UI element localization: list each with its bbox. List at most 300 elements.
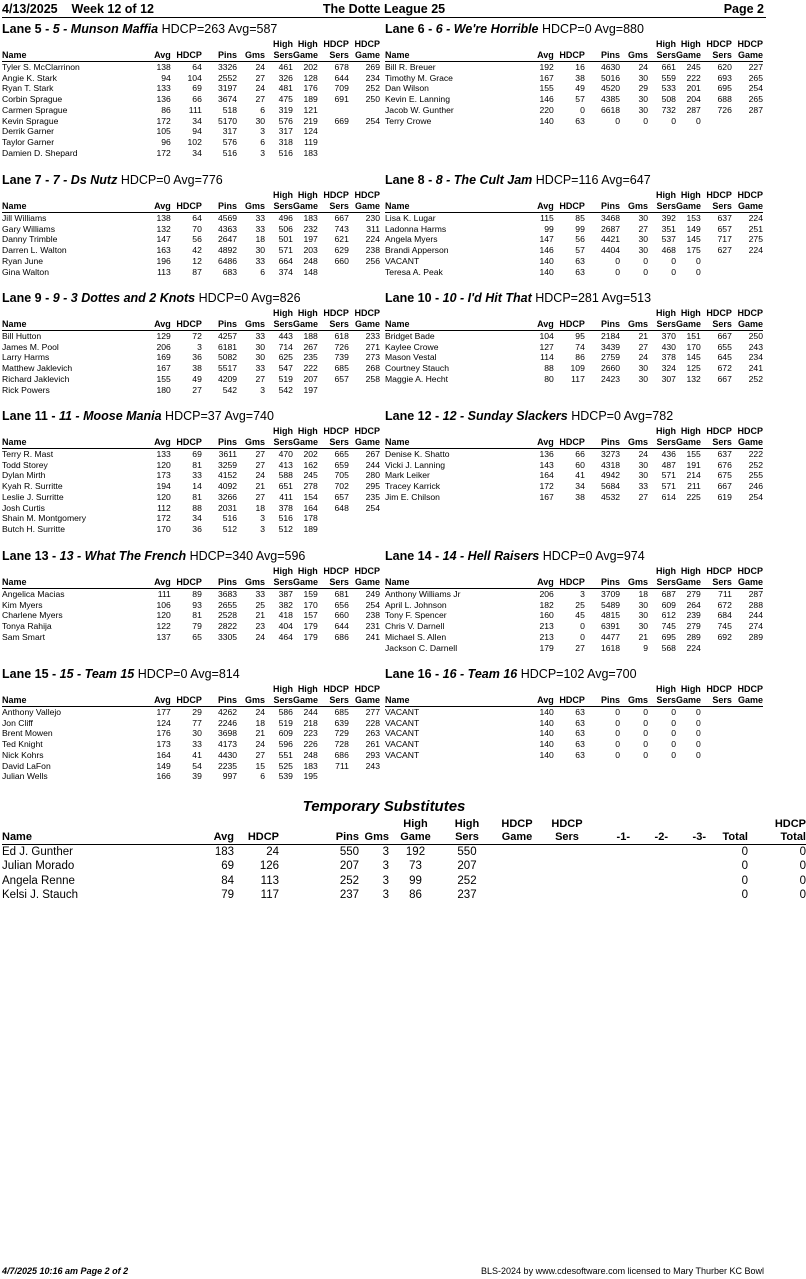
table-row	[385, 224, 763, 235]
stat-cell	[349, 137, 380, 148]
column-header: HDCP	[554, 695, 585, 707]
stat-cell: 685	[334, 707, 349, 717]
column-header: Game	[349, 319, 380, 331]
table-row	[2, 513, 380, 524]
stat-cell: 235	[365, 491, 380, 502]
stat-cell: 267	[303, 341, 318, 352]
stat-cell: 222	[748, 449, 763, 459]
stat-cell: 547	[278, 363, 293, 374]
stat-cell: 4430	[217, 749, 238, 760]
stat-cell: 63	[575, 717, 585, 728]
stat-cell: 243	[748, 341, 763, 352]
stat-cell	[349, 513, 380, 524]
stat-cell: 65	[192, 631, 202, 642]
column-header: HDCP	[554, 201, 585, 213]
lane-number: Lane 6 -	[385, 22, 433, 36]
column-header: Sers	[265, 695, 293, 707]
stat-cell: 106	[156, 599, 171, 610]
table-row	[2, 234, 380, 245]
table-row	[385, 94, 763, 105]
bowler-name: Kaylee Crowe	[385, 341, 439, 352]
stat-cell: 4532	[600, 491, 621, 502]
lane-block	[385, 291, 765, 385]
stat-cell: 669	[334, 115, 349, 126]
lane-number: Lane 10 -	[385, 291, 440, 305]
stat-cell	[492, 874, 542, 888]
stat-cell: 683	[222, 266, 238, 277]
stat-cell: 3266	[217, 491, 238, 502]
stat-cell: 248	[303, 749, 318, 760]
bowler-name: Jill Williams	[2, 213, 47, 223]
column-header: Pins	[585, 319, 620, 331]
team-name: 14 - Hell Raisers	[442, 549, 540, 563]
stat-cell: 24	[266, 846, 279, 858]
stat-cell: 0	[696, 266, 701, 277]
table-row	[2, 750, 380, 761]
lane-number: Lane 15 -	[2, 667, 57, 681]
column-header: HDCP	[737, 426, 763, 436]
roster-table	[2, 566, 380, 643]
stat-cell: 178	[303, 513, 318, 524]
lane-title	[2, 409, 382, 426]
stat-cell: 506	[278, 223, 293, 234]
stat-cell: 121	[303, 104, 318, 115]
column-header	[585, 566, 620, 577]
stat-cell: 254	[748, 491, 763, 502]
stat-cell: 180	[156, 384, 171, 395]
table-row	[2, 589, 380, 600]
stat-cell: 250	[748, 331, 763, 341]
stat-cell: 27	[192, 384, 202, 395]
stat-cell: 69	[192, 449, 202, 459]
stat-cell: 686	[334, 631, 349, 642]
stat-cell	[318, 126, 349, 137]
stat-cell: 172	[156, 147, 171, 158]
table-row	[2, 224, 380, 235]
column-header: Game	[292, 319, 318, 329]
stat-cell	[318, 137, 349, 148]
team-stats: HDCP=102 Avg=700	[520, 667, 637, 681]
column-header: Sers	[648, 577, 676, 589]
stat-cell: 251	[748, 223, 763, 234]
stat-cell: 122	[156, 621, 171, 632]
column-header: Game	[349, 577, 380, 589]
bowler-name: VACANT	[385, 255, 420, 266]
stat-cell: 145	[686, 352, 701, 363]
stat-cell: 0	[741, 846, 748, 858]
stat-cell: 6	[260, 266, 266, 277]
stat-cell: 30	[638, 621, 649, 632]
column-header: HDCP	[554, 577, 585, 589]
stat-cell: 69	[192, 83, 202, 94]
column-header	[554, 426, 585, 437]
table-row	[2, 481, 380, 492]
column-header: High	[655, 684, 676, 694]
stat-cell: 113	[260, 874, 279, 887]
bowler-name: Timothy M. Grace	[385, 72, 453, 83]
roster-table	[2, 190, 380, 277]
stat-cell: 30	[255, 352, 266, 363]
table-row	[385, 643, 763, 654]
column-header: Sers	[701, 695, 732, 707]
column-header: Gms	[237, 695, 265, 707]
stat-cell: 88	[544, 363, 554, 374]
stat-cell: 207	[303, 373, 318, 384]
stat-cell: 56	[192, 234, 202, 245]
stat-cell: 224	[748, 213, 763, 223]
stat-cell: 115	[540, 213, 554, 223]
stat-cell: 370	[661, 331, 676, 341]
stat-cell: 159	[303, 589, 318, 599]
stat-cell: 129	[156, 331, 171, 341]
column-header: Game	[732, 201, 763, 213]
bowler-name: Bridget Bade	[385, 331, 435, 341]
stat-cell: 709	[334, 83, 349, 94]
stat-cell: 295	[365, 481, 380, 492]
stat-cell: 576	[222, 136, 238, 147]
team-stats: HDCP=0 Avg=826	[198, 291, 301, 305]
stat-cell: 387	[278, 589, 293, 599]
column-header: HDCP	[554, 319, 585, 331]
sub-column-header: -3-	[668, 831, 706, 845]
sub-column-header: Gms	[359, 831, 389, 845]
stat-cell: 21	[255, 728, 266, 739]
stat-cell: 27	[575, 642, 585, 653]
stat-cell: 30	[638, 470, 649, 481]
column-header: HDCP	[354, 308, 380, 318]
stat-cell: 244	[303, 707, 318, 717]
stat-cell	[701, 256, 732, 267]
stat-cell: 3709	[600, 589, 621, 599]
column-header: Sers	[265, 577, 293, 589]
stat-cell: 289	[748, 631, 763, 642]
bowler-name: Maggie A. Hecht	[385, 373, 449, 384]
stat-cell: 0	[580, 104, 585, 115]
stat-cell: 206	[156, 341, 171, 352]
stat-cell: 619	[717, 491, 732, 502]
stat-cell	[732, 256, 763, 267]
stat-cell: 224	[748, 245, 763, 256]
table-row	[2, 62, 380, 73]
stat-cell: 688	[717, 94, 732, 105]
column-header: HDCP	[323, 684, 349, 694]
column-header: Sers	[265, 201, 293, 213]
stat-cell: 170	[303, 599, 318, 610]
stat-cell: 609	[278, 728, 293, 739]
column-header	[620, 426, 648, 437]
stat-cell: 211	[687, 481, 701, 492]
bowler-name: Brent Mowen	[2, 728, 53, 739]
column-header: HDCP	[323, 39, 349, 49]
stat-cell: 99	[544, 223, 554, 234]
stat-cell: 201	[686, 83, 701, 94]
table-row	[385, 739, 763, 750]
column-header: High	[655, 39, 676, 49]
stat-cell: 519	[278, 373, 293, 384]
stat-cell: 542	[222, 384, 238, 395]
stat-cell: 84	[221, 874, 234, 887]
roster-table	[2, 684, 380, 782]
stat-cell: 117	[260, 888, 279, 901]
table-row	[2, 73, 380, 84]
lane-number: Lane 11 -	[2, 409, 56, 423]
stat-cell: 2759	[600, 352, 621, 363]
bowler-name: Courtney Stauch	[385, 363, 450, 374]
stat-cell: 183	[303, 213, 318, 223]
table-row	[385, 460, 763, 471]
column-header: Pins	[202, 201, 237, 213]
stat-cell: 0	[799, 874, 806, 887]
table-row	[2, 728, 380, 739]
stat-cell: 0	[671, 707, 676, 717]
stat-cell: 30	[638, 245, 649, 256]
column-header: Game	[732, 319, 763, 331]
stat-cell: 33	[255, 213, 266, 223]
stat-cell: 2655	[217, 599, 238, 610]
stat-cell: 318	[278, 136, 293, 147]
bowler-name: VACANT	[385, 728, 420, 739]
column-header: Gms	[237, 437, 265, 449]
bowler-name: Julian Wells	[2, 771, 48, 782]
stat-cell: 244	[748, 610, 763, 621]
stat-cell: 4173	[217, 739, 238, 750]
column-header	[554, 684, 585, 695]
column-header	[2, 426, 143, 437]
stat-cell: 111	[157, 589, 171, 599]
stat-cell: 160	[539, 610, 554, 621]
stat-cell: 637	[717, 213, 732, 223]
stat-cell: 249	[365, 589, 380, 599]
stat-cell: 138	[156, 213, 171, 223]
team-name: 6 - We're Horrible	[435, 22, 539, 36]
stat-cell: 166	[156, 771, 171, 782]
stat-cell: 252	[365, 83, 380, 94]
table-row	[385, 331, 763, 342]
stat-cell: 149	[156, 760, 171, 771]
stat-cell: 651	[278, 481, 293, 492]
stat-cell: 681	[334, 589, 349, 599]
table-row	[2, 94, 380, 105]
column-header: Name	[385, 50, 526, 62]
stat-cell: 81	[192, 491, 202, 502]
stat-cell	[701, 707, 732, 718]
roster-table	[2, 308, 380, 395]
stat-cell: 269	[365, 62, 380, 72]
stat-cell: 113	[157, 266, 171, 277]
stat-cell: 311	[366, 223, 380, 234]
bowler-name: Larry Harms	[2, 352, 50, 363]
column-header: High	[272, 426, 293, 436]
stat-cell: 0	[615, 728, 621, 739]
stat-cell: 245	[303, 470, 318, 481]
stat-cell: 21	[255, 481, 266, 492]
column-header	[2, 190, 143, 201]
stat-cell: 0	[799, 860, 806, 873]
lane-number: Lane 13 -	[2, 549, 57, 563]
stat-cell: 618	[334, 331, 349, 341]
column-header	[143, 426, 171, 437]
stat-cell: 551	[278, 749, 293, 760]
column-header: Sers	[648, 201, 676, 213]
column-header: Sers	[701, 319, 732, 331]
lane-title	[385, 667, 765, 684]
stat-cell: 378	[661, 352, 676, 363]
team-stats: HDCP=37 Avg=740	[165, 409, 274, 423]
stat-cell: 237	[339, 888, 359, 901]
bowler-name: Michael S. Allen	[385, 631, 447, 642]
stat-cell: 745	[661, 621, 676, 632]
stat-cell: 27	[638, 341, 649, 352]
stat-cell: 693	[717, 72, 732, 83]
lane-title	[385, 173, 765, 190]
stat-cell: 27	[255, 491, 266, 502]
column-header	[385, 190, 526, 201]
column-header	[143, 308, 171, 319]
lane-number: Lane 12 -	[385, 409, 440, 423]
bowler-name: Matthew Jaklevich	[2, 363, 73, 374]
stat-cell: 732	[661, 104, 676, 115]
table-row	[2, 632, 380, 643]
column-header: Sers	[318, 319, 349, 331]
bowler-name: Kyah R. Surritte	[2, 481, 63, 492]
stat-cell: 24	[255, 739, 266, 750]
stat-cell: 614	[661, 491, 676, 502]
stat-cell: 3674	[217, 94, 238, 105]
stat-cell: 25	[575, 599, 585, 610]
bowler-name: Tyler S. McClarrinon	[2, 62, 80, 72]
stat-cell: 0	[671, 717, 676, 728]
stat-cell: 5082	[217, 352, 238, 363]
stat-cell: 21	[255, 610, 266, 621]
stat-cell: 140	[539, 266, 554, 277]
stat-cell: 49	[575, 83, 585, 94]
stat-cell: 252	[748, 373, 763, 384]
stat-cell: 5170	[217, 115, 238, 126]
stat-cell: 183	[303, 760, 318, 771]
column-header: Pins	[585, 577, 620, 589]
stat-cell: 244	[365, 459, 380, 470]
stat-cell: 685	[334, 363, 349, 374]
stat-cell: 258	[365, 373, 380, 384]
column-header: Game	[675, 201, 701, 211]
stat-cell: 728	[334, 739, 349, 750]
stat-cell: 87	[192, 266, 202, 277]
bowler-name: VACANT	[385, 739, 420, 750]
column-header: Avg	[526, 50, 554, 62]
column-header	[143, 39, 171, 50]
stat-cell	[492, 859, 542, 873]
stat-cell: 195	[303, 771, 318, 782]
stat-cell: 57	[575, 245, 585, 256]
lane-block	[385, 549, 765, 653]
stat-cell: 124	[156, 717, 171, 728]
stat-cell: 3	[260, 513, 266, 524]
stat-cell: 128	[303, 72, 318, 83]
stat-cell	[732, 750, 763, 761]
stat-cell: 232	[303, 223, 318, 234]
stat-cell: 254	[748, 83, 763, 94]
stat-cell	[592, 859, 630, 873]
bowler-name: Tracey Karrick	[385, 481, 441, 492]
column-header: HDCP	[323, 308, 349, 318]
stat-cell: 179	[303, 631, 318, 642]
stat-cell: 4092	[217, 481, 238, 492]
stat-cell: 74	[575, 341, 585, 352]
bowler-name: Angie K. Stark	[2, 72, 57, 83]
bowler-name: Terry R. Mast	[2, 449, 54, 459]
team-stats: HDCP=0 Avg=776	[120, 173, 223, 187]
stat-cell: 167	[156, 363, 171, 374]
column-header	[554, 566, 585, 577]
column-header: High	[297, 566, 318, 576]
stat-cell: 63	[575, 749, 585, 760]
bowler-name: Jim E. Chilson	[385, 491, 440, 502]
stat-cell	[349, 267, 380, 278]
stat-cell: 278	[303, 481, 318, 492]
stat-cell: 38	[575, 72, 585, 83]
stat-cell	[701, 739, 732, 750]
team-stats: HDCP=281 Avg=513	[535, 291, 652, 305]
stat-cell: 179	[303, 621, 318, 632]
stat-cell: 177	[156, 707, 171, 717]
column-header	[526, 190, 554, 201]
table-row	[2, 363, 380, 374]
stat-cell: 237	[457, 888, 477, 901]
stat-cell: 125	[686, 363, 701, 374]
stat-cell: 0	[643, 717, 649, 728]
stat-cell: 287	[748, 104, 763, 115]
stat-cell: 149	[686, 223, 701, 234]
lane-block	[2, 22, 382, 158]
table-row	[2, 874, 806, 888]
stat-cell: 745	[717, 621, 732, 632]
team-name: 10 - I'd Hit That	[442, 291, 532, 305]
bowler-name: Teresa A. Peak	[385, 266, 443, 277]
bowler-name: Gary Williams	[2, 223, 55, 234]
column-header	[620, 566, 648, 577]
column-header: Gms	[237, 319, 265, 331]
bowler-name: Leslie J. Surritte	[2, 491, 64, 502]
stat-cell: 227	[748, 62, 763, 72]
stat-cell: 672	[717, 363, 732, 374]
stat-cell: 378	[278, 502, 293, 513]
stat-cell	[732, 267, 763, 278]
column-header: Gms	[620, 437, 648, 449]
column-header: High	[297, 190, 318, 200]
stat-cell: 687	[661, 589, 676, 599]
column-header: Name	[2, 437, 143, 449]
stat-cell: 2184	[600, 331, 621, 341]
stat-cell: 6	[260, 771, 266, 782]
roster-table	[2, 39, 380, 158]
stat-cell: 30	[638, 599, 649, 610]
table-row	[385, 342, 763, 353]
column-header	[171, 39, 202, 50]
column-header	[554, 308, 585, 319]
column-header	[2, 566, 143, 577]
stat-cell: 21	[638, 631, 649, 642]
stat-cell: 18	[638, 589, 649, 599]
column-header: HDCP	[706, 566, 732, 576]
table-row	[2, 267, 380, 278]
sub-column-header: Name	[2, 831, 192, 845]
league-title: The Dotte League 25	[322, 2, 446, 16]
table-row	[385, 363, 763, 374]
stat-cell: 132	[686, 373, 701, 384]
stat-cell: 21	[638, 331, 649, 341]
stat-cell: 4363	[217, 223, 238, 234]
column-header: Gms	[237, 201, 265, 213]
